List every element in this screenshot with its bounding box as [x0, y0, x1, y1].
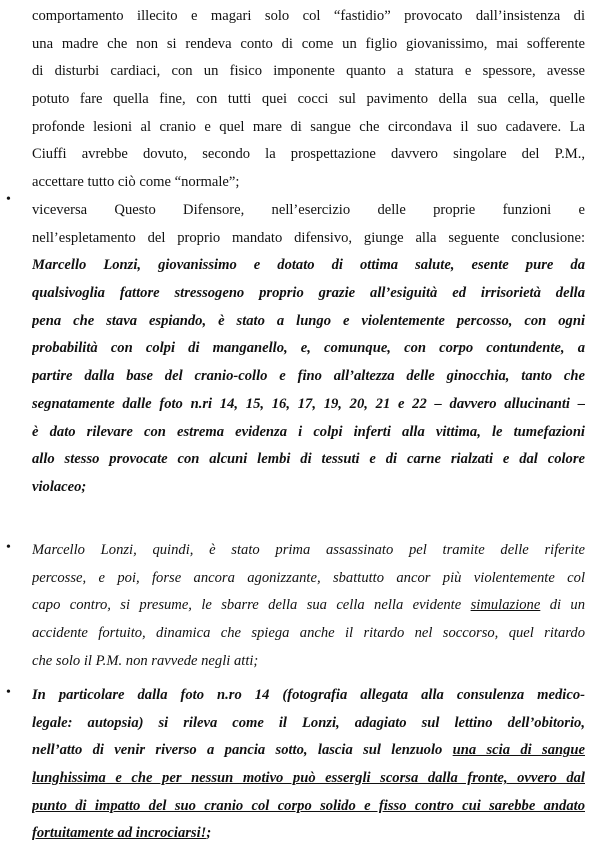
text-run: profonde lesioni al cranio e quel mare di sangue che circondava il suo cadavere. La	[32, 118, 585, 135]
underlined-text: fortuitamente ad incrociarsi!	[32, 825, 207, 842]
text-line	[32, 682, 585, 710]
text-line	[32, 86, 585, 114]
text-run: percosse, e poi, forse ancora agonizzante, sbattutto ancor più violentemente col	[32, 569, 585, 586]
text-run: una madre che non si rendeva conto di come un figlio giovanissimo, mai sofferente	[32, 35, 585, 52]
text-line	[32, 308, 585, 336]
underlined-text: punto di impatto del suo cranio col corpo solido e fisso contro cui sarebbe andato	[32, 797, 585, 814]
text-run: violaceo;	[32, 478, 87, 495]
text-run: Marcello Lonzi, giovanissimo e dotato di ottima salute, esente pure da	[32, 257, 585, 274]
bullet-marker: •	[6, 192, 11, 207]
text-run: di un	[540, 597, 585, 614]
text-run: partire dalla base del cranio-collo e fino all’altezza delle ginocchia, tanto che	[32, 368, 585, 385]
text-run: segnatamente dalle foto n.ri 14, 15, 16, 17, 19, 20, 21 e 22 – davvero allucinanti –	[32, 395, 585, 412]
text-run: potuto fare quella fine, con tutti quei cocci sul pavimento della sua cella, quelle	[32, 91, 585, 108]
text-run: In particolare dalla foto n.ro 14 (fotografia allegata alla consulenza medico-	[32, 687, 585, 703]
text-line	[32, 820, 585, 848]
text-run: nell’espletamento del proprio mandato difensivo, giunge alla seguente conclusione:	[32, 229, 585, 246]
text-run: nell’atto di venir riverso a pancia sotto, lascia sul lenzuolo	[32, 742, 453, 759]
text-line	[32, 363, 585, 391]
bullet-marker: •	[6, 540, 11, 555]
bullet-paragraph	[32, 197, 585, 502]
text-line	[32, 31, 585, 59]
text-line	[32, 737, 585, 765]
bullet-paragraph	[32, 537, 585, 675]
text-line	[32, 537, 585, 565]
text-line	[32, 592, 585, 620]
text-line	[32, 114, 585, 142]
text-run: che solo il P.M. non ravvede negli atti;	[32, 652, 259, 669]
text-run: di disturbi cardiaci, con un fisico imponente quanto a statura e spessore, avesse	[32, 63, 585, 80]
bullet-paragraph	[32, 682, 585, 848]
text-line	[32, 335, 585, 363]
bullet-marker: •	[6, 685, 11, 700]
text-run: pena che stava espiando, è stato a lungo e violentemente percosso, con ogni	[32, 312, 585, 329]
text-run: legale: autopsia) si rileva come il Lonzi, adagiato sul lettino dell’obitorio,	[32, 714, 585, 731]
text-line	[32, 446, 585, 474]
text-line	[32, 793, 585, 821]
text-line	[32, 169, 585, 197]
text-line	[32, 419, 585, 447]
text-line	[32, 58, 585, 86]
text-run: qualsivoglia fattore stressogeno proprio grazie all’esiguità ed irrisorietà della	[32, 285, 585, 302]
text-line	[32, 252, 585, 280]
text-line	[32, 474, 585, 502]
text-run: viceversa Questo Difensore, nell’esercizio delle proprie funzioni e	[32, 202, 585, 218]
text-line	[32, 197, 585, 225]
text-line	[32, 710, 585, 738]
text-run: comportamento illecito e magari solo col “fastidio” provocato dall’insistenza di	[32, 8, 585, 24]
text-line	[32, 648, 585, 676]
text-line	[32, 280, 585, 308]
text-line	[32, 3, 585, 31]
underlined-text: lunghissima e che per nessun motivo può essergli scorsa dalla fronte, ovvero dal	[32, 770, 585, 787]
text-run: accettare tutto ciò come “normale”;	[32, 174, 240, 191]
text-line	[32, 141, 585, 169]
text-run: allo stesso provocate con alcuni lembi di tessuti e di carne rialzati e dal colore	[32, 451, 585, 468]
text-run: probabilità con colpi di manganello, e, comunque, con corpo contundente, a	[32, 340, 585, 357]
underlined-text: simulazione	[470, 597, 541, 614]
text-line	[32, 391, 585, 419]
text-run: Ciuffi avrebbe dovuto, secondo la prospettazione davvero singolare del P.M.,	[32, 146, 585, 163]
text-line	[32, 620, 585, 648]
text-line	[32, 765, 585, 793]
text-run: accidente fortuito, dinamica che spiega anche il ritardo nel soccorso, quel ritardo	[32, 625, 585, 642]
underlined-text: una scia di sangue	[452, 742, 585, 759]
text-line	[32, 225, 585, 253]
text-run: Marcello Lonzi, quindi, è stato prima assassinato pel tramite delle riferite	[32, 542, 585, 558]
text-line	[32, 565, 585, 593]
text-run: è dato rilevare con estrema evidenza i colpi inferti alla vittima, le tumefazioni	[32, 423, 585, 440]
text-run: capo contro, si presume, le sbarre della sua cella nella evidente	[32, 597, 471, 614]
text-run: ;	[206, 825, 212, 842]
paragraph	[32, 3, 585, 197]
